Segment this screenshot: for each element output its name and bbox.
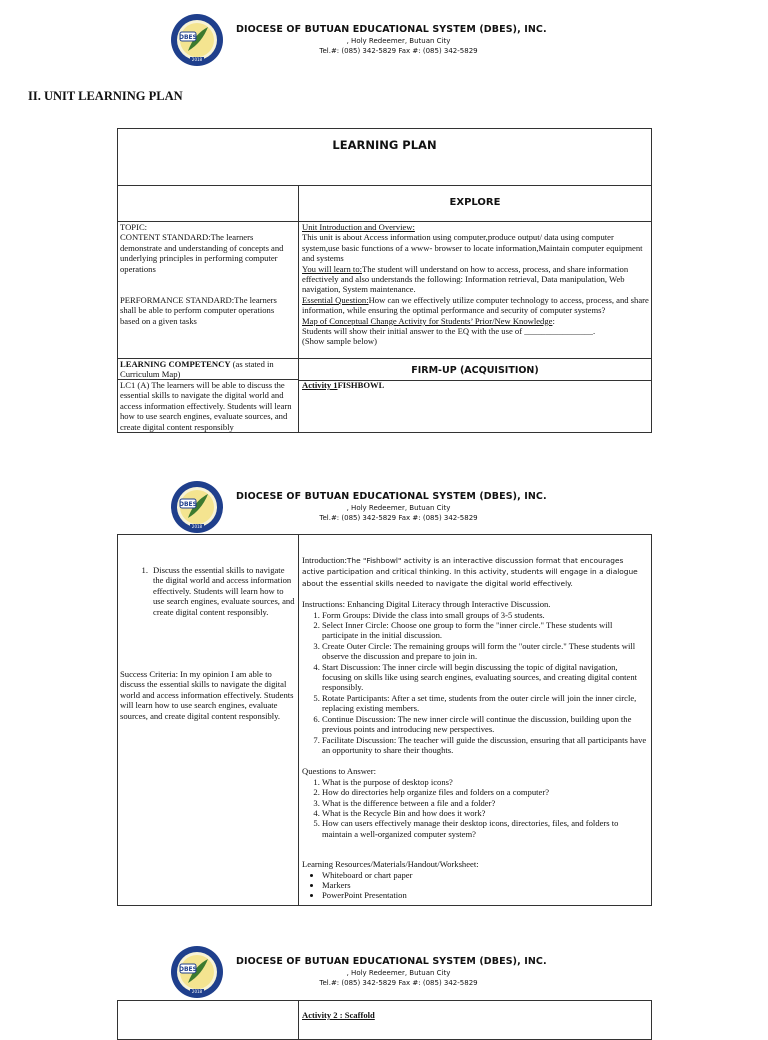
questions-title: Questions to Answer:	[302, 766, 376, 777]
org-name: DIOCESE OF BUTUAN EDUCATIONAL SYSTEM (DBES), INC.	[236, 956, 547, 967]
activity2-title: Activity 2 : Scaffold	[302, 1010, 375, 1020]
objective-num: 1.	[141, 565, 148, 575]
svg-text:2018: 2018	[191, 524, 203, 530]
learn-text: The student will understand on how to access, process, and share information effectively and also understands the following: Information retrieval, Data manipulation, Web navigation, System maintenance.	[302, 263, 629, 295]
firm-up-heading: FIRM-UP (ACQUISITION)	[411, 365, 539, 376]
instruction-item: 1. Form Groups: Divide the class into small groups of 3-5 students.	[322, 610, 648, 620]
map-line	[302, 316, 649, 326]
instruction-item: 2. Select Inner Circle: Choose one group to form the "inner circle." These students will participate in the initial discussion.	[322, 620, 648, 641]
resources-list	[302, 870, 648, 901]
map-colon: :	[552, 315, 555, 326]
instruction-item: 5. Rotate Participants: After a set time, students from the outer circle will join the inner circle, replacing existing members.	[322, 693, 648, 714]
lc-label: LEARNING COMPETENCY	[120, 359, 231, 369]
unit-intro-label: Unit Introduction and Overview:	[302, 222, 415, 232]
eq-text: How can we effectively utilize computer technology to access, process, and share information, while ensuring the optimal performance and security of computer systems?	[302, 294, 649, 316]
org-address: , Holy Redeemer, Butuan City	[346, 969, 451, 977]
section-title: II. UNIT LEARNING PLAN	[28, 89, 183, 103]
eq-line	[302, 295, 649, 316]
map-label: Map of Conceptual Change Activity for Students’ Prior/New Knowledge	[302, 315, 553, 326]
explore-heading: EXPLORE	[449, 197, 501, 208]
performance-standard: PERFORMANCE STANDARD:The learners shall be able to perform computer operations based on a given tasks	[120, 295, 277, 326]
org-name: DIOCESE OF BUTUAN EDUCATIONAL SYSTEM (DBES), INC.	[236, 24, 547, 35]
learn-line	[302, 264, 649, 295]
instruction-item: 6. Continue Discussion: The new inner circle will continue the discussion, building upon the previous points and introducing new perspectives.	[322, 714, 648, 735]
instructions-title: Instructions: Enhancing Digital Literacy through Interactive Discussion.	[302, 599, 551, 610]
question-item: 5. How can users effectively manage their desktop icons, directories, files, and folders to maintain a well-organized computer system?	[322, 818, 648, 839]
svg-text:DBES: DBES	[179, 501, 197, 508]
org-contact: Tel.#: (085) 342-5829 Fax #: (085) 342-5829	[319, 514, 478, 522]
success-criteria: Success Criteria: In my opinion I am able to discuss the essential skills to navigate the digital world and access information effectively. Students will learn how to use search engines, evaluate sources, and create digital content responsibly.	[120, 669, 294, 721]
activity1-label: Activity 1	[302, 380, 338, 390]
org-name: DIOCESE OF BUTUAN EDUCATIONAL SYSTEM (DBES), INC.	[236, 491, 547, 502]
letterhead	[0, 480, 768, 540]
fishbowl-cell	[302, 555, 648, 901]
instructions-list	[302, 610, 648, 756]
question-item: 4. What is the Recycle Bin and how does it work?	[322, 808, 648, 818]
map-text: Students will show their initial answer to the EQ with the use of ________________.	[302, 326, 596, 337]
table-divider	[298, 534, 299, 906]
plan-title: LEARNING PLAN	[332, 138, 437, 152]
activity1-name: FISHBOWL	[337, 380, 385, 390]
learn-label: You will learn to:	[302, 263, 363, 274]
org-address: , Holy Redeemer, Butuan City	[346, 37, 451, 45]
explore-cell	[302, 222, 649, 347]
resource-item: • Markers	[322, 880, 648, 890]
org-contact: Tel.#: (085) 342-5829 Fax #: (085) 342-5829	[319, 47, 478, 55]
table-divider	[298, 1000, 299, 1040]
content-standard: CONTENT STANDARD:The learners demonstrate and understanding of concepts and underlying principles in performing computer operations	[120, 232, 284, 274]
instruction-item: 7. Facilitate Discussion: The teacher will guide the discussion, ensuring that all participants have an opportunity to share their thoughts.	[322, 735, 648, 756]
org-contact: Tel.#: (085) 342-5829 Fax #: (085) 342-5829	[319, 979, 478, 987]
resource-item: • PowerPoint Presentation	[322, 890, 648, 900]
lc-note: (as stated in Curriculum Map)	[120, 359, 274, 380]
letterhead	[0, 945, 768, 1005]
intro	[302, 555, 648, 589]
svg-text:2018: 2018	[191, 989, 203, 995]
resources-title: Learning Resources/Materials/Handout/Worksheet:	[302, 859, 479, 870]
eq-label: Essential Question:	[302, 294, 369, 305]
map-sample: (Show sample below)	[302, 336, 377, 347]
instruction-item: 4. Start Discussion: The inner circle will begin discussing the topic of digital navigation, focusing on skills like using search engines, evaluating sources, and creating digital content responsibly.	[322, 662, 648, 693]
instruction-item: 3. Create Outer Circle: The remaining groups will form the "outer circle." These students will observe the discussion and prepare to join in.	[322, 641, 648, 662]
lc1-text: LC1 (A) The learners will be able to discuss the essential skills to navigate the digital world and access information effectively. Students will learn how to use search engines, evaluate sources, and create digital content responsibly	[120, 380, 292, 432]
unit-intro-text: This unit is about Access information using computer,produce output/ data using computer system,use basic functions of a www- browser to locate information,Maintain computer equipment and systems	[302, 232, 643, 264]
questions-list	[302, 777, 648, 839]
question-item: 3. What is the difference between a file and a folder?	[322, 798, 648, 808]
intro-text: The "Fishbowl" activity is an interactive discussion format that encourages active participation and critical thinking. In this activity, students will engage in a dialogue about the essential skills needed to navigate the digital world effectively.	[302, 556, 638, 588]
resource-item: • Whiteboard or chart paper	[322, 870, 648, 880]
activity1-title	[302, 380, 602, 390]
table-rule	[117, 185, 652, 186]
intro-label: Introduction:	[302, 555, 347, 565]
org-address: , Holy Redeemer, Butuan City	[346, 504, 451, 512]
objective-item	[120, 565, 295, 617]
table-divider	[298, 185, 299, 433]
svg-text:DBES: DBES	[179, 34, 197, 41]
competency-heading	[120, 359, 295, 380]
letterhead	[0, 13, 768, 73]
topic-label: TOPIC:	[120, 222, 148, 232]
standards-cell	[120, 222, 295, 326]
svg-text:2018: 2018	[191, 57, 203, 63]
objective-text: Discuss the essential skills to navigate the digital world and access information effectively. Students will learn how to use search engines, evaluate sources, and create digital content responsibly.	[153, 565, 295, 617]
objectives-cell	[120, 565, 295, 721]
svg-text:DBES: DBES	[179, 966, 197, 973]
question-item: 1. What is the purpose of desktop icons?	[322, 777, 648, 787]
question-item: 2. How do directories help organize files and folders on a computer?	[322, 787, 648, 797]
